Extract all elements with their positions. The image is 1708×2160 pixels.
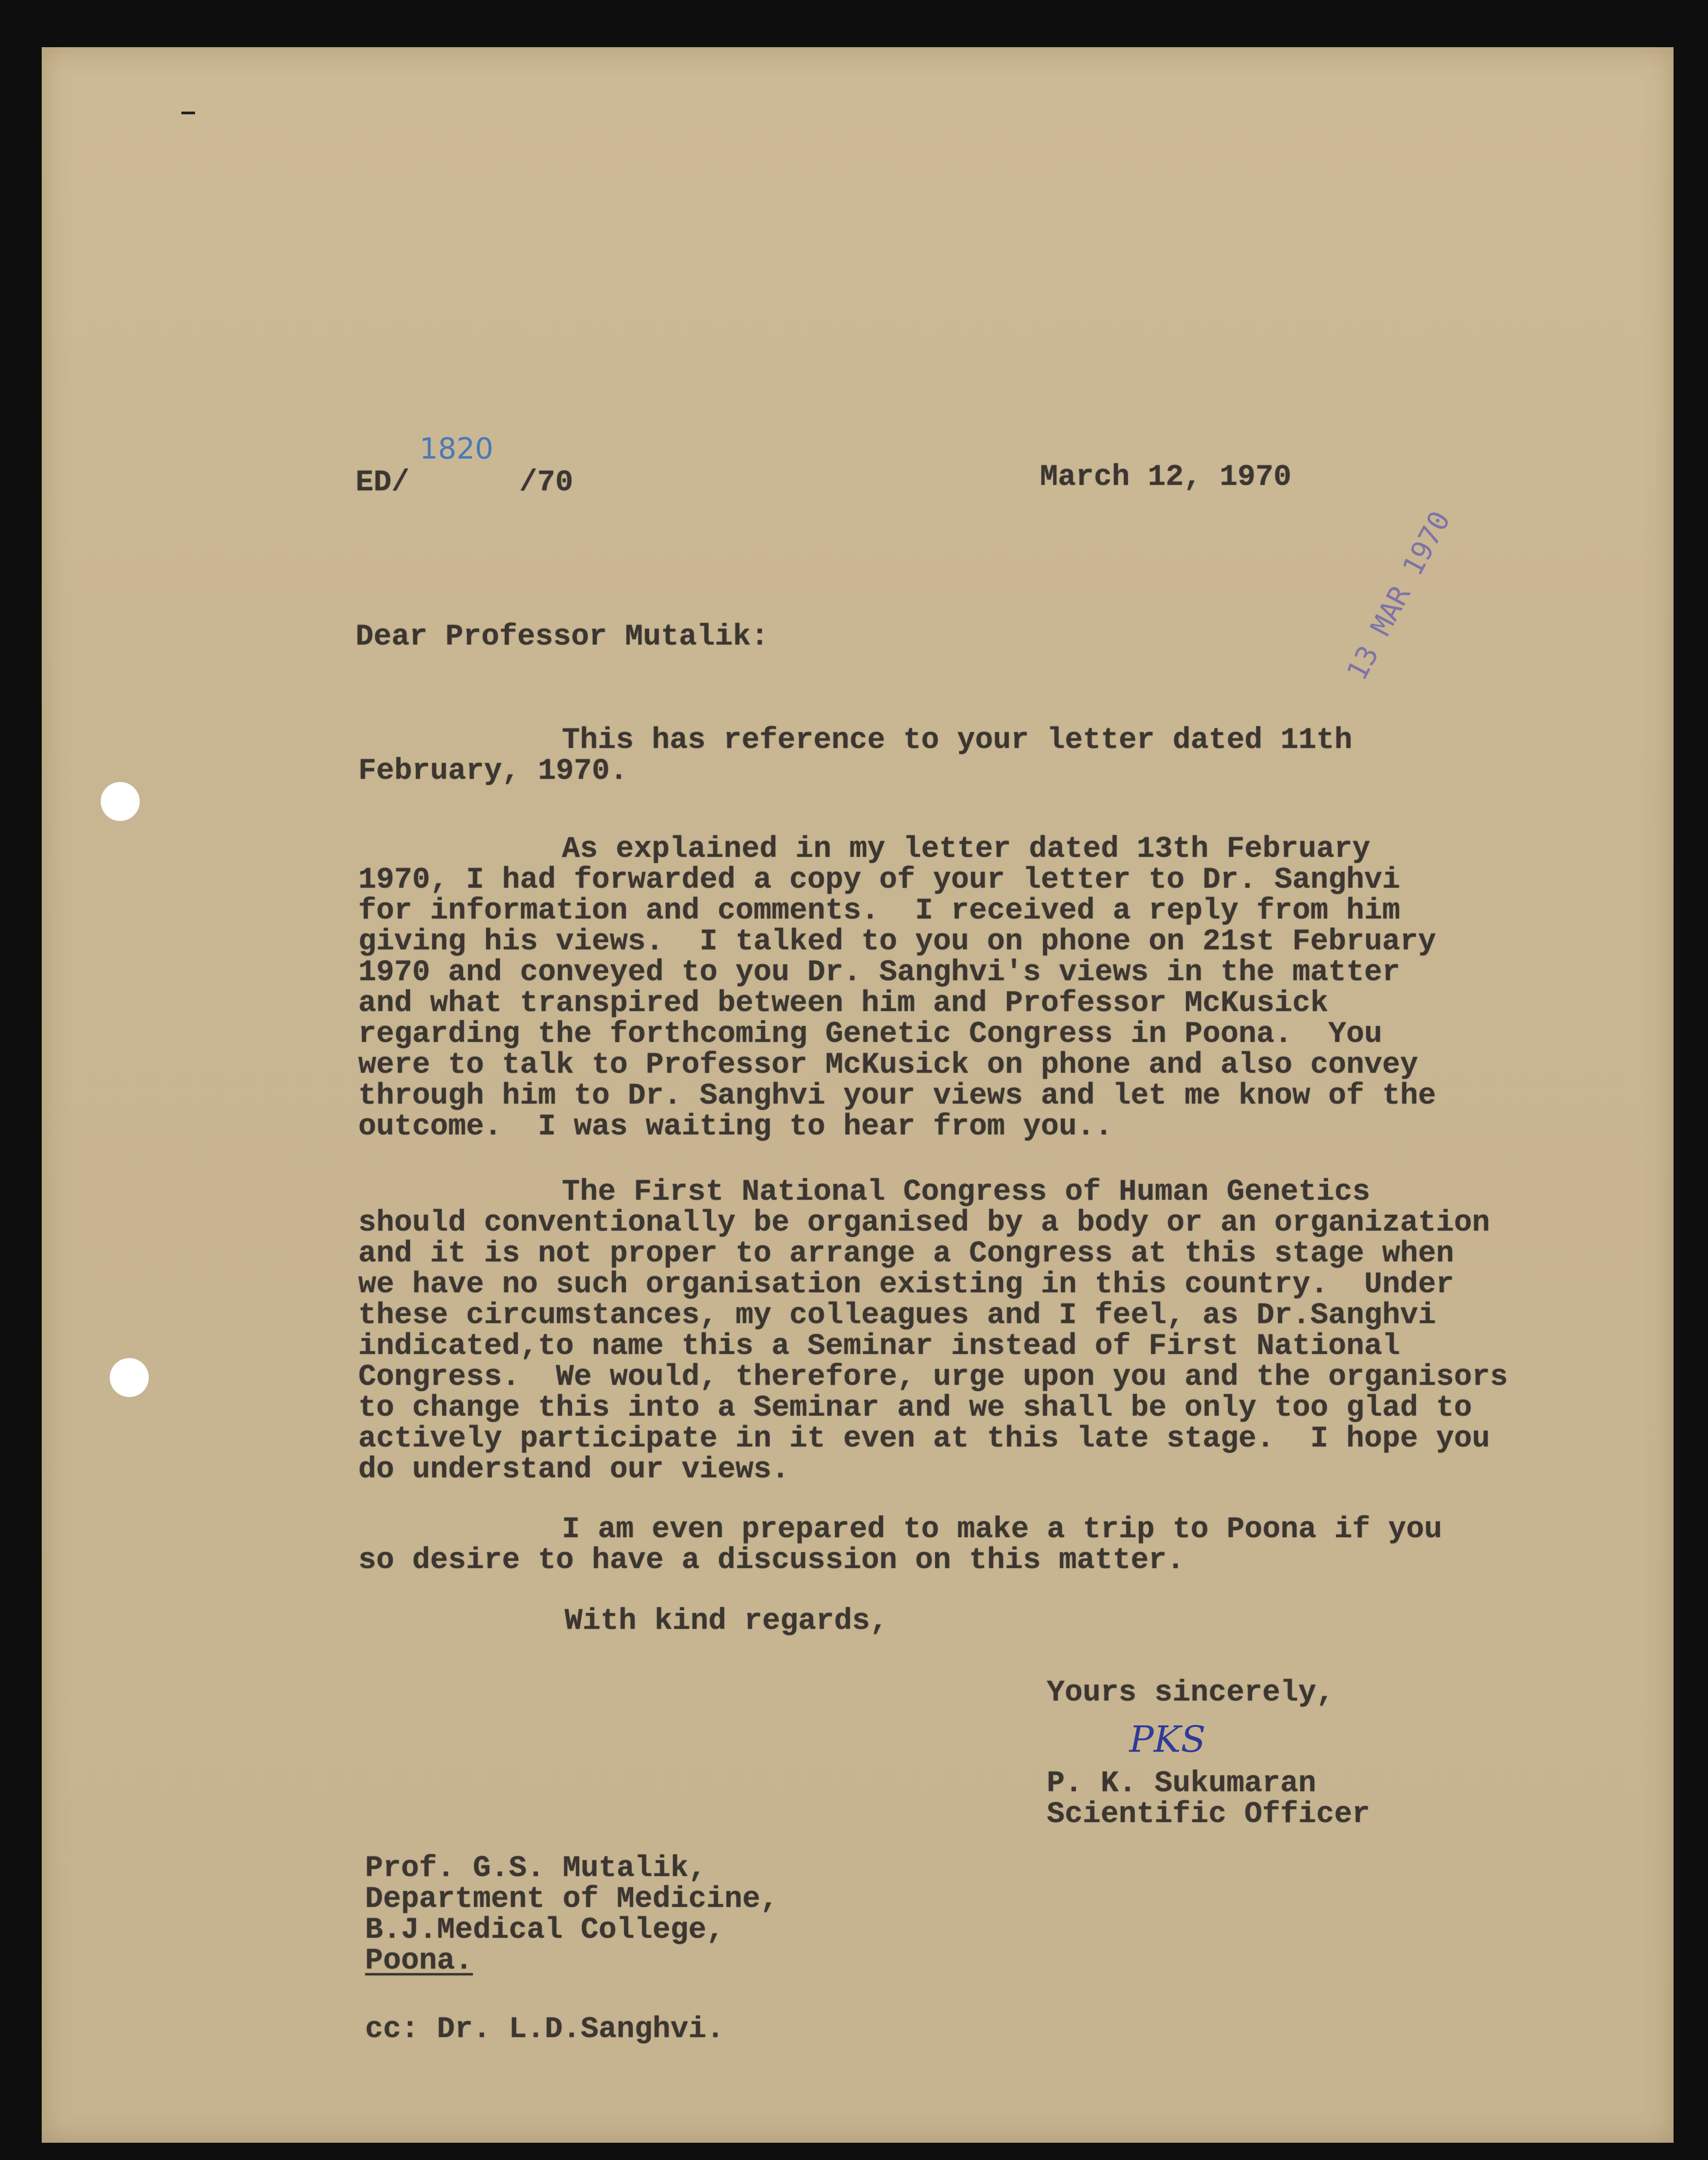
- paragraph-line: and it is not proper to arrange a Congress at this stage when: [358, 1236, 1454, 1271]
- valediction: Yours sincerely,: [1047, 1676, 1334, 1710]
- paragraph-line: these circumstances, my colleagues and I feel, as Dr.Sanghvi: [358, 1298, 1436, 1332]
- address-line: B.J.Medical College,: [365, 1913, 725, 1947]
- paragraph-line: regarding the forthcoming Genetic Congress in Poona. You: [358, 1017, 1382, 1051]
- paragraph-line: to change this into a Seminar and we shall be only too glad to: [358, 1391, 1472, 1425]
- cc-line: cc: Dr. L.D.Sanghvi.: [365, 2012, 725, 2046]
- paragraph-line: for information and comments. I received a reply from him: [358, 894, 1401, 928]
- signatory-title: Scientific Officer: [1047, 1797, 1370, 1831]
- paragraph-line: indicated,to name this a Seminar instead of First National: [358, 1329, 1401, 1363]
- signature: PKS: [1129, 1718, 1206, 1760]
- paragraph-line: do understand our views.: [358, 1452, 790, 1486]
- paragraph-line: through him to Dr. Sanghvi your views and let me know of the: [358, 1079, 1436, 1113]
- closing-regards: With kind regards,: [565, 1604, 888, 1638]
- paragraph-line: so desire to have a discussion on this matter.: [358, 1543, 1185, 1577]
- paragraph-line: actively participate in it even at this late stage. I hope you: [358, 1422, 1490, 1456]
- signatory-name: P. K. Sukumaran: [1047, 1766, 1317, 1800]
- paragraph-line: and what transpired between him and Professor McKusick: [358, 986, 1328, 1020]
- address-line: Poona.: [365, 1944, 473, 1978]
- paragraph-line: should conventionally be organised by a body or an organization: [358, 1206, 1490, 1240]
- paragraph-line: outcome. I was waiting to hear from you..: [358, 1109, 1113, 1144]
- paper-mark: [181, 112, 195, 114]
- punch-hole: [110, 1358, 149, 1397]
- paragraph-line: February, 1970.: [358, 754, 628, 788]
- address-line: Department of Medicine,: [365, 1882, 778, 1916]
- received-stamp: 13 MAR 1970: [1340, 505, 1457, 686]
- reference-handwritten-number: 1820: [420, 432, 493, 466]
- salutation: Dear Professor Mutalik:: [356, 620, 769, 654]
- address-line: Prof. G.S. Mutalik,: [365, 1851, 707, 1885]
- punch-hole: [101, 782, 140, 821]
- paragraph-line: I am even prepared to make a trip to Poona if you: [562, 1512, 1442, 1546]
- paragraph-line: we have no such organisation existing in this country. Under: [358, 1267, 1454, 1301]
- paragraph-line: 1970 and conveyed to you Dr. Sanghvi's views in the matter: [358, 955, 1401, 989]
- paragraph-line: This has reference to your letter dated 11th: [562, 723, 1352, 757]
- letter-date: March 12, 1970: [1040, 460, 1292, 494]
- paragraph-line: 1970, I had forwarded a copy of your letter to Dr. Sanghvi: [358, 863, 1401, 897]
- paragraph-line: As explained in my letter dated 13th February: [562, 832, 1371, 866]
- paragraph-line: The First National Congress of Human Genetics: [562, 1175, 1371, 1209]
- reference-prefix: ED/: [356, 465, 410, 499]
- paragraph-line: giving his views. I talked to you on phone on 21st February: [358, 924, 1436, 958]
- paragraph-line: Congress. We would, therefore, urge upon you and the organisors: [358, 1360, 1508, 1394]
- paragraph-line: were to talk to Professor McKusick on phone and also convey: [358, 1048, 1418, 1082]
- reference-suffix: /70: [519, 465, 573, 499]
